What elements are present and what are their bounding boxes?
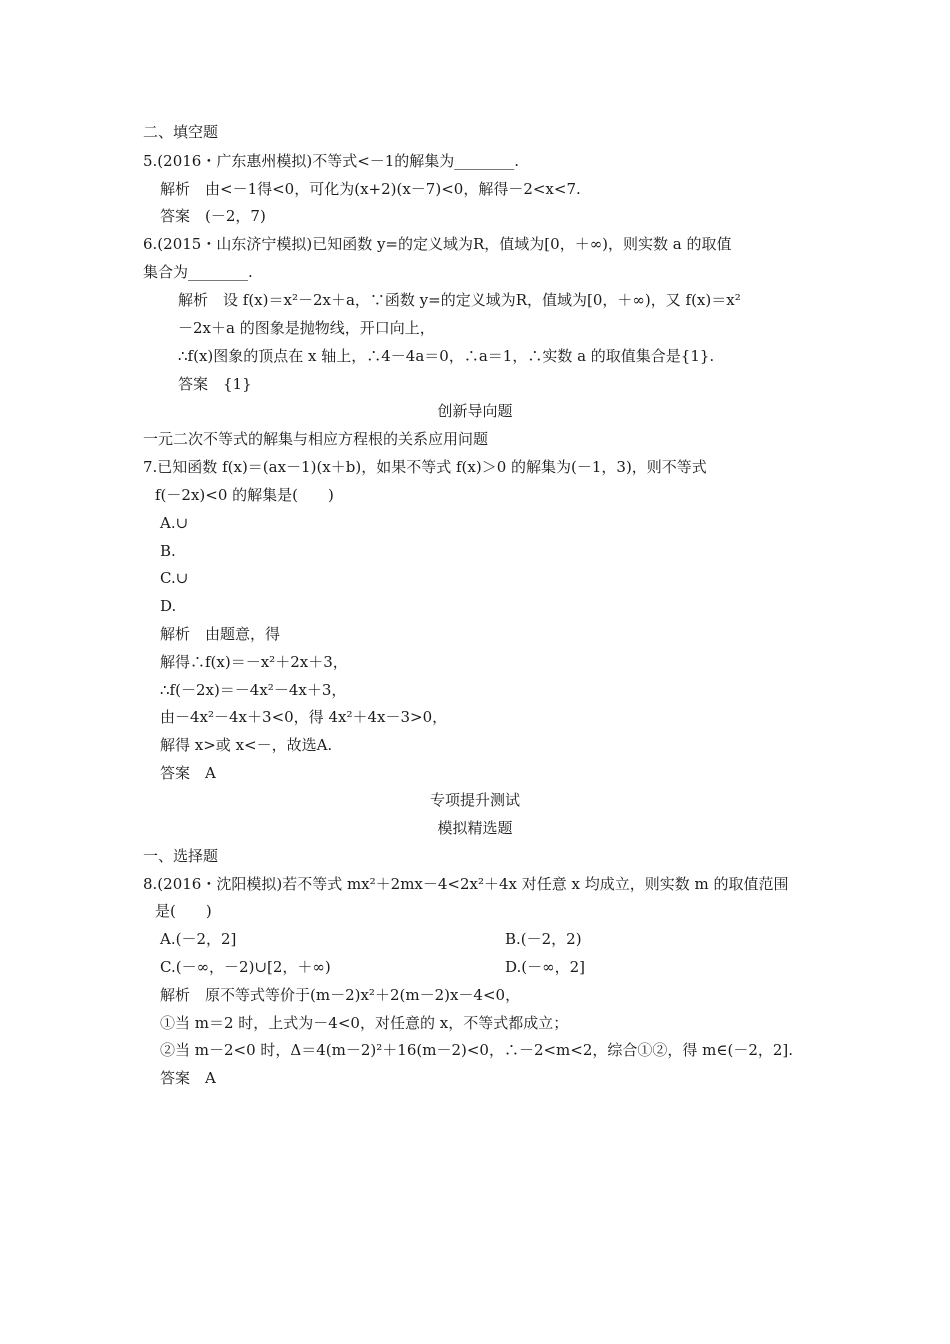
question-8-analysis-line-3: ②当 m－2<0 时，Δ＝4(m－2)²＋16(m－2)<0，∴－2<m<2，综合①②，得 m∈(－2，2]. [160, 1041, 794, 1059]
section-heading-mock: 模拟精选题 [437, 819, 513, 837]
question-7-option-b: B. [160, 542, 176, 560]
question-7-analysis-line-2: 解得∴f(x)＝－x²＋2x＋3， [160, 653, 348, 671]
question-8-analysis-line-1: 解析 原不等式等价于(m－2)x²＋2(m－2)x－4<0， [160, 986, 521, 1004]
section-heading-fill-blank: 二、填空题 [143, 123, 219, 141]
question-7-analysis-line-5: 解得 x>或 x<－，故选A. [160, 736, 333, 754]
section-heading-innovation: 创新导向题 [437, 402, 513, 420]
question-6-stem-line-2: 集合为________. [143, 263, 253, 281]
question-6-analysis-line-1: 解析 设 f(x)＝x²－2x＋a，∵函数 y=的定义域为R，值域为[0，＋∞)，又 f(x)＝x² [178, 291, 741, 309]
question-8-answer: 答案 A [160, 1069, 216, 1087]
question-6-answer: 答案 {1} [178, 375, 252, 393]
innovation-subtitle: 一元二次不等式的解集与相应方程根的关系应用问题 [143, 430, 489, 448]
question-8-option-a: A.(－2，2] [160, 930, 237, 948]
question-6-analysis-line-2: －2x＋a 的图象是抛物线，开口向上， [178, 319, 435, 337]
question-7-analysis-line-3: ∴f(－2x)＝－4x²－4x＋3， [160, 681, 347, 699]
question-8-stem-line-2: 是( ) [155, 902, 212, 920]
question-7-option-a: A.∪ [160, 514, 189, 532]
question-5-stem: 5.(2016・广东惠州模拟)不等式<－1的解集为________. [143, 152, 520, 170]
question-5-answer: 答案 (－2，7) [160, 207, 266, 225]
question-8-option-d: D.(－∞，2] [505, 958, 586, 976]
question-7-option-d: D. [160, 597, 177, 615]
question-7-analysis-line-4: 由－4x²－4x＋3<0，得 4x²＋4x－3>0， [160, 708, 448, 726]
question-5-analysis: 解析 由<－1得<0，可化为(x+2)(x－7)<0，解得－2<x<7. [160, 180, 581, 198]
question-7-answer: 答案 A [160, 764, 216, 782]
question-6-stem-line-1: 6.(2015・山东济宁模拟)已知函数 y=的定义域为R，值域为[0，＋∞)，则实数 a 的取值 [143, 235, 732, 253]
question-7-analysis-line-1: 解析 由题意，得 [160, 625, 281, 643]
question-7-option-c: C.∪ [160, 569, 189, 587]
question-8-option-b: B.(－2，2) [505, 930, 582, 948]
section-heading-special-test: 专项提升测试 [429, 791, 520, 809]
question-8-option-c: C.(－∞，－2)∪[2，＋∞) [160, 958, 331, 976]
question-6-analysis-line-3: ∴f(x)图象的顶点在 x 轴上，∴4－4a＝0，∴a＝1，∴实数 a 的取值集合是{1}. [178, 347, 715, 365]
question-7-stem-line-1: 7.已知函数 f(x)＝(ax－1)(x＋b)，如果不等式 f(x)＞0 的解集为(－1，3)，则不等式 [143, 458, 707, 476]
section-heading-choice: 一、选择题 [143, 847, 219, 865]
question-8-analysis-line-2: ①当 m＝2 时，上式为－4<0，对任意的 x，不等式都成立； [160, 1014, 569, 1032]
question-7-stem-line-2: f(－2x)<0 的解集是( ) [155, 486, 334, 504]
question-8-stem-line-1: 8.(2016・沈阳模拟)若不等式 mx²＋2mx－4<2x²＋4x 对任意 x 均成立，则实数 m 的取值范围 [143, 875, 789, 893]
